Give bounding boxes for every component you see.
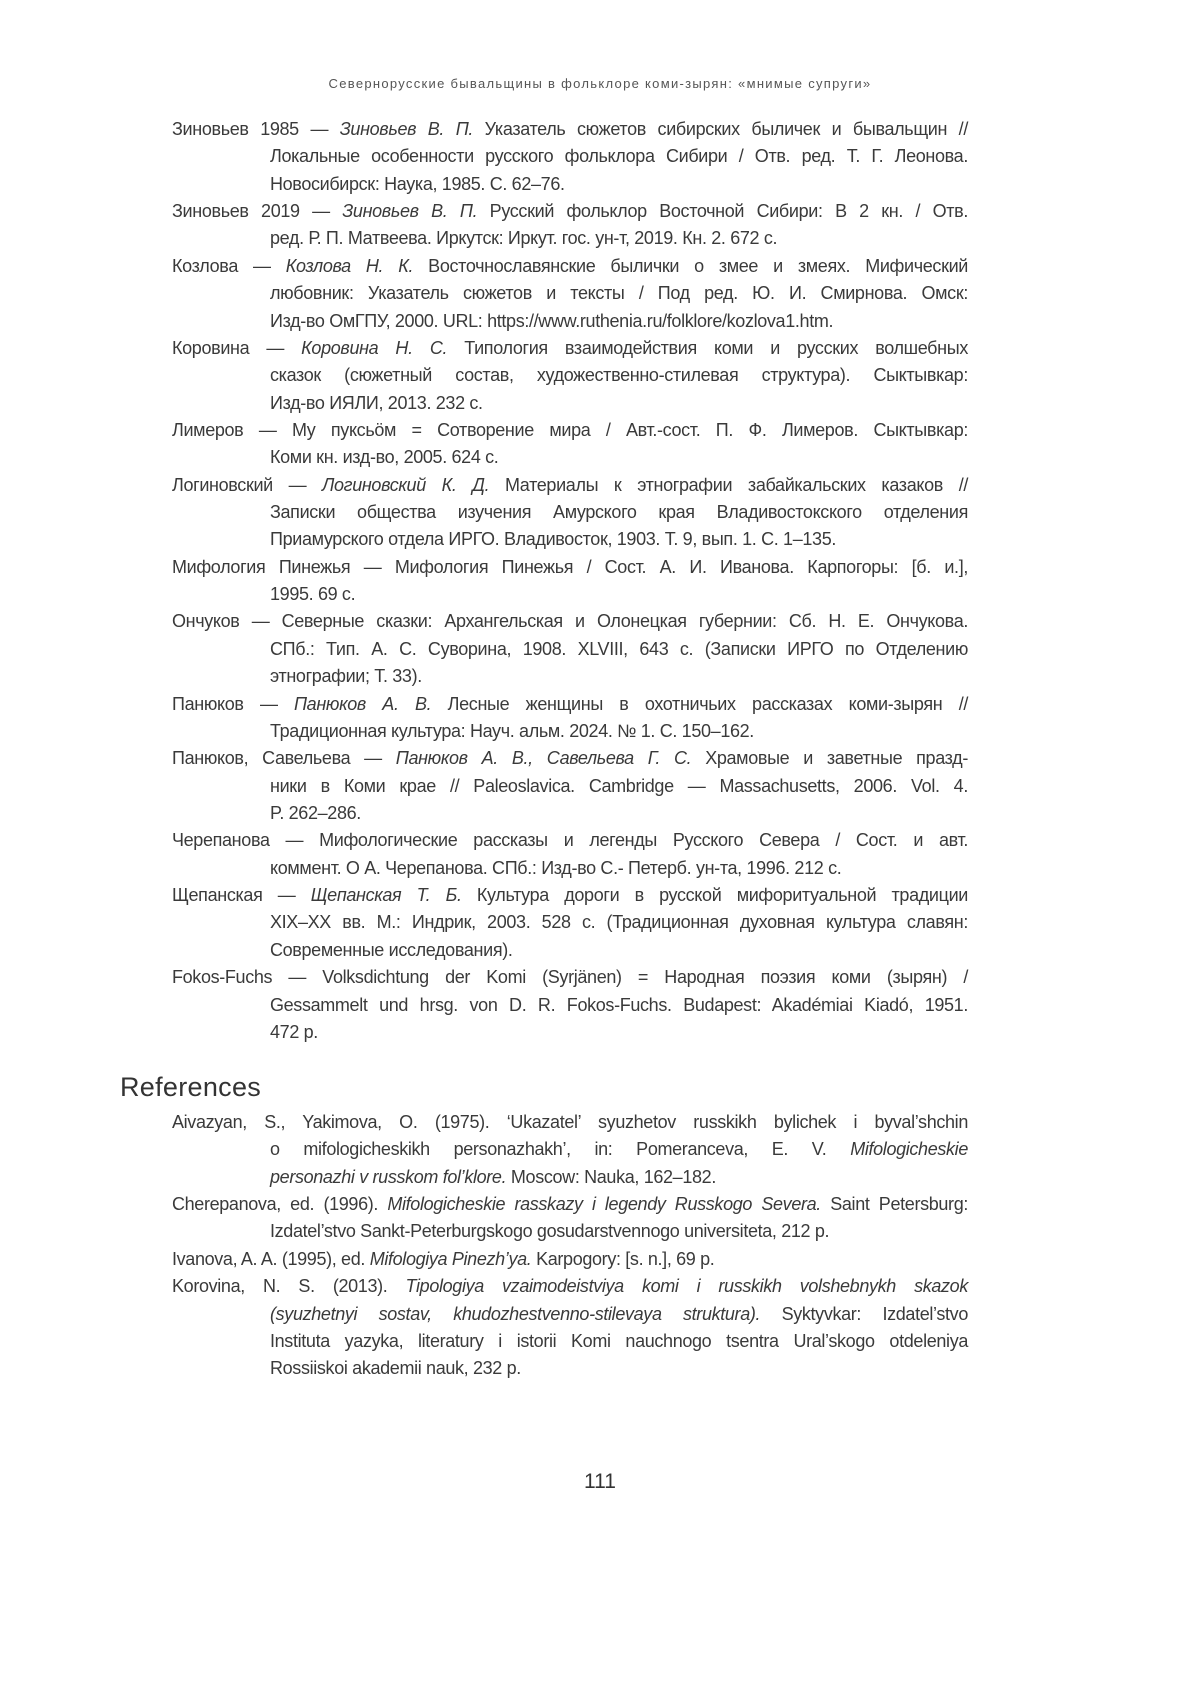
bibliography-entry [172, 882, 968, 964]
running-head: Севернорусские бывальщины в фольклоре коми-зырян: «мнимые супруги» [328, 76, 872, 91]
bibliography-entry [172, 116, 968, 198]
bibliography-entry [172, 198, 968, 253]
reference-entry [172, 1191, 968, 1246]
text: Instituta yazyka, literatury i istorii Komi nauchnogo tsentra Ural’skogo otdeleniya [270, 1330, 968, 1351]
entry-line [172, 554, 968, 581]
entry-line [270, 390, 968, 417]
entry-line [270, 1019, 968, 1046]
entry-line [270, 1301, 968, 1328]
references-heading: References [120, 1072, 262, 1102]
text: любовник: Указатель сюжетов и тексты / Под ред. Ю. И. Смирнова. Омск: [270, 283, 968, 304]
text: Типология взаимодействия коми и русских волшебных [447, 337, 968, 358]
page-number: 111 [584, 1470, 616, 1493]
entry-line [270, 362, 968, 389]
entry-line [270, 308, 968, 335]
text: Зиновьев 1985 — [172, 119, 340, 139]
text: Cherepanova, ed. (1996). [172, 1194, 388, 1215]
entry-line [172, 964, 968, 991]
reference-entry [172, 1246, 968, 1273]
entry-line [270, 937, 968, 964]
text: ред. Р. П. Матвеева. Иркутск: Иркут. гос. ун-т, 2019. Кн. 2. 672 с. [270, 228, 778, 249]
text: Moscow: Nauka, 162–182. [506, 1166, 716, 1187]
text: Fokos-Fuchs — Volksdichtung der Komi (Syrjänen) = Народная поэзия коми (зырян) / [172, 967, 968, 988]
text: этнографии; Т. 33). [270, 666, 422, 687]
bibliography-entry [172, 827, 968, 882]
entry-line [270, 581, 968, 608]
references-list [172, 1109, 968, 1383]
reference-entry [172, 1273, 968, 1382]
text: Записки общества изучения Амурского края Владивостокского отделения [270, 502, 968, 523]
text: Лимеров — Му пуксьӧм = Сотворение мира / Авт.-сост. П. Ф. Лимеров. Сыктывкар: [172, 419, 968, 440]
text: Щепанская — [172, 885, 311, 906]
italic-text: Tipologiya vzaimodeistviya komi i russkikh volshebnykh skazok [405, 1276, 968, 1297]
entry-line [172, 1273, 968, 1300]
entry-line [172, 116, 968, 143]
text: Ivanova, A. A. (1995), ed. [172, 1248, 370, 1269]
italic-text: Mifologiya Pinezh’ya. [369, 1248, 532, 1269]
entry-line [172, 745, 968, 772]
text: Мифология Пинежья — Мифология Пинежья / Сост. А. И. Иванова. Карпогоры: [б. и.], [172, 556, 968, 577]
text: Korovina, N. S. (2013). [172, 1276, 406, 1297]
text: Rossiiskoi akademii nauk, 232 p. [270, 1358, 521, 1379]
text: Изд-во ОмГПУ, 2000. URL: https://www.ruthenia.ru/folklore/kozlova1.htm. [270, 310, 834, 331]
italic-text: (syuzhetnyi sostav, khudozhestvenno-stilevaya struktura). [270, 1303, 761, 1324]
entry-line [270, 909, 968, 936]
text: сказок (сюжетный состав, художественно-стилевая структура). Сыктывкар: [270, 365, 968, 386]
entry-line [270, 143, 968, 170]
entry-line [172, 882, 968, 909]
text: Храмовые и заветные празд- [691, 748, 968, 769]
text: P. 262–286. [270, 802, 361, 823]
text: Ончуков — Северные сказки: Архангельская и Олонецкая губернии: Сб. Н. Е. Ончукова. [172, 611, 968, 632]
entry-line [270, 1136, 968, 1163]
entry-line [270, 992, 968, 1019]
text: ники в Коми крае // Paleoslavica. Cambridge — Massachusetts, 2006. Vol. 4. [270, 775, 968, 796]
entry-line [270, 718, 968, 745]
entry-line [270, 444, 968, 471]
bibliography-entry [172, 691, 968, 746]
bibliography-entry [172, 472, 968, 554]
entry-line [172, 827, 968, 854]
entry-line [270, 280, 968, 307]
text: Karpogory: [s. n.], 69 p. [531, 1248, 715, 1269]
text: Восточнославянские былички о змее и змеях. Мифический [413, 255, 968, 276]
entry-line [270, 855, 968, 882]
text: Локальные особенности русского фольклора Сибири / Отв. ред. Т. Г. Леонова. [270, 146, 968, 167]
text: Коровина — [172, 337, 302, 358]
text: o mifologicheskikh personazhakh’, in: Pomeranceva, E. V. [270, 1139, 851, 1160]
text: Gessammelt und hrsg. von D. R. Fokos-Fuchs. Budapest: Akadémiai Kiadó, 1951. [270, 994, 968, 1015]
entry-line [270, 1328, 968, 1355]
entry-line [270, 499, 968, 526]
entry-line [270, 1218, 968, 1245]
italic-text: Логиновский К. Д. [322, 474, 490, 495]
entry-line [270, 526, 968, 553]
entry-line [270, 1355, 968, 1382]
entry-line [270, 773, 968, 800]
entry-line [172, 417, 968, 444]
text: Традиционная культура: Науч. альм. 2024. № 1. С. 150–162. [270, 720, 754, 741]
text: 1995. 69 с. [270, 584, 356, 605]
bibliography-entry [172, 964, 968, 1046]
text: коммент. О А. Черепанова. СПб.: Изд-во С.- Петерб. ун-та, 1996. 212 с. [270, 857, 842, 878]
text: Логиновский — [172, 474, 323, 495]
italic-text: Зиновьев В. П. [342, 201, 478, 222]
entry-line [270, 636, 968, 663]
text: Культура дороги в русской мифоритуальной традиции [461, 885, 968, 906]
bibliography-entry [172, 417, 968, 472]
entry-line [270, 225, 968, 252]
text: Saint Petersburg: [820, 1194, 969, 1215]
entry-line [172, 1191, 968, 1218]
text: Коми кн. изд-во, 2005. 624 с. [270, 447, 499, 468]
entry-line [270, 663, 968, 690]
italic-text: Mifologicheskie [850, 1139, 968, 1160]
text: Указатель сюжетов сибирских быличек и бывальщин // [473, 119, 968, 139]
italic-text: Панюков А. В., Савельева Г. С. [395, 748, 692, 769]
italic-text: Mifologicheskie rasskazy i legendy Russkogo Severa. [387, 1194, 821, 1215]
text: Новосибирск: Наука, 1985. С. 62–76. [270, 173, 565, 194]
italic-text: Коровина Н. С. [301, 337, 448, 358]
italic-text: Козлова Н. К. [285, 255, 414, 276]
reference-entry [172, 1109, 968, 1191]
entry-line [172, 472, 968, 499]
italic-text: Панюков А. В. [293, 693, 432, 714]
text: Черепанова — Мифологические рассказы и легенды Русского Севера / Сост. и авт. [172, 830, 968, 851]
entry-line [172, 608, 968, 635]
text: XIX–XX вв. М.: Индрик, 2003. 528 с. (Традиционная духовная культура славян: [270, 912, 968, 933]
text: 472 p. [270, 1021, 318, 1042]
entry-line [172, 1246, 968, 1273]
text: Современные исследования). [270, 939, 513, 960]
text: Изд-во ИЯЛИ, 2013. 232 с. [270, 392, 483, 413]
entry-line [172, 691, 968, 718]
entry-line [172, 335, 968, 362]
entry-line [172, 1109, 968, 1136]
text: Панюков, Савельева — [172, 748, 396, 769]
entry-line [172, 253, 968, 280]
text: Панюков — [172, 693, 294, 714]
entry-line [172, 198, 968, 225]
bibliography-entry [172, 554, 968, 609]
bibliography-list [172, 116, 968, 1046]
text: Лесные женщины в охотничьих рассказах коми-зырян // [431, 693, 968, 714]
text: Aivazyan, S., Yakimova, O. (1975). ‘Ukazatel’ syuzhetov russkikh bylichek i byval’shchin [172, 1112, 968, 1132]
text: Syktyvkar: Izdatel’stvo [760, 1303, 968, 1324]
text: Русский фольклор Восточной Сибири: В 2 кн. / Отв. [477, 201, 968, 222]
entry-line [270, 1164, 968, 1191]
bibliography-entry [172, 335, 968, 417]
text: СПб.: Тип. А. С. Суворина, 1908. XLVIII, 643 с. (Записки ИРГО по Отделению [270, 638, 968, 659]
entry-line [270, 171, 968, 198]
italic-text: personazhi v russkom fol’klore. [270, 1166, 507, 1187]
bibliography-entry [172, 608, 968, 690]
text: Зиновьев 2019 — [172, 201, 343, 222]
text: Материалы к этнографии забайкальских казаков // [489, 474, 969, 495]
text: Izdatel’stvo Sankt-Peterburgskogo gosudarstvennogo universiteta, 212 p. [270, 1221, 830, 1242]
text: Козлова — [172, 255, 286, 276]
entry-line [270, 800, 968, 827]
bibliography-entry [172, 745, 968, 827]
italic-text: Зиновьев В. П. [339, 119, 474, 139]
bibliography-entry [172, 253, 968, 335]
italic-text: Щепанская Т. Б. [310, 885, 462, 906]
text: Приамурского отдела ИРГО. Владивосток, 1903. Т. 9, вып. 1. С. 1–135. [270, 529, 836, 550]
